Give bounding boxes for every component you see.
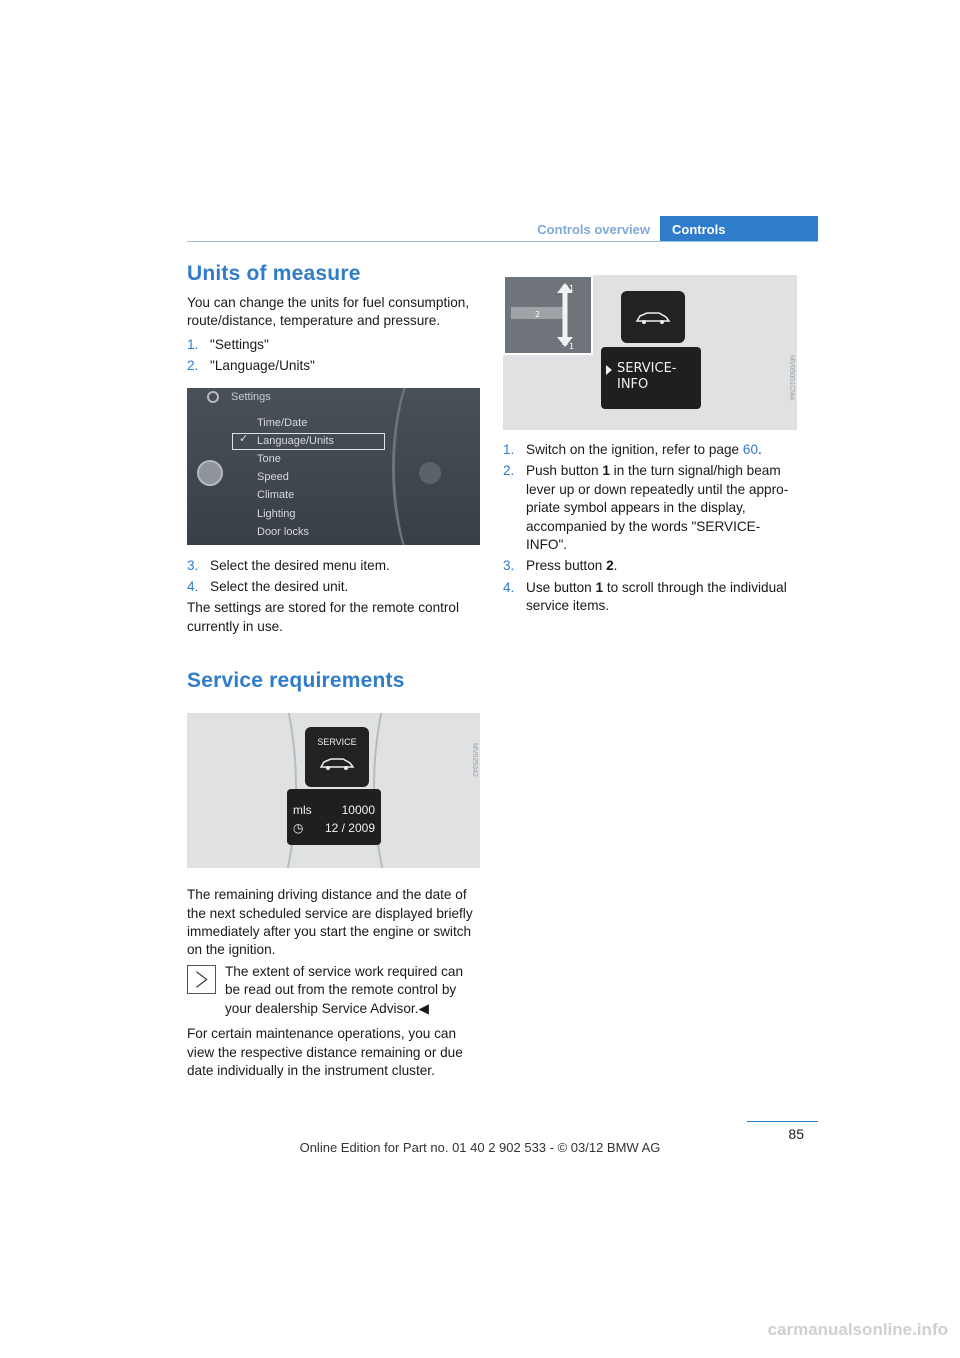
page-number-rule — [747, 1121, 818, 1122]
step-text — [526, 557, 799, 575]
list-item — [503, 579, 799, 616]
step-number: 1. — [503, 442, 515, 457]
step-text-pre: Press button — [526, 558, 607, 574]
menu-item: Tone — [257, 453, 281, 465]
page-number: 85 — [788, 1126, 804, 1142]
step-text-pre: Use button — [526, 579, 596, 595]
figure-code: MV05001CMA — [788, 355, 795, 401]
step-number: 3. — [503, 558, 515, 574]
units-steps-a — [187, 336, 481, 376]
page-link[interactable]: 60 — [742, 442, 759, 457]
step-number: 2. — [503, 463, 515, 479]
units-intro: You can change the units for fuel consumption, route/distance, temperature and pressure. — [187, 295, 470, 329]
button-ref: 2 — [606, 558, 614, 574]
step-number: 4. — [503, 579, 515, 595]
list-item: 4. Select the desired unit. — [187, 579, 349, 595]
service-info-display — [601, 347, 701, 409]
service-badge — [305, 727, 369, 787]
controller-knob — [197, 460, 223, 486]
note-text-body: The extent of service work required can be read out from the remote control by your dealership Service Advisor. — [225, 963, 464, 1016]
step-text-post: . — [613, 558, 618, 574]
list-item: 1. "Settings" — [187, 336, 269, 352]
lever-inset — [503, 275, 593, 355]
watermark: carmanualsonline.info — [767, 1320, 948, 1339]
settings-figure-title: Settings — [231, 390, 271, 403]
service-info-figure — [503, 275, 797, 430]
service-badge-label: SERVICE — [317, 737, 357, 748]
units-steps-b — [187, 557, 481, 597]
chapter-tab: Controls — [660, 216, 818, 242]
controller-knob-right — [419, 462, 441, 484]
step-text-pre: Push button — [526, 463, 603, 479]
service-display — [287, 789, 381, 845]
settings-figure — [187, 388, 480, 545]
edition-footer: Online Edition for Part no. 01 40 2 902 533 - © 03/12 BMW AG — [299, 1140, 661, 1155]
list-item: 2. "Language/Units" — [187, 358, 315, 374]
step-text-pre: Switch on the ignition, refer to page — [526, 442, 743, 457]
list-item — [503, 462, 799, 554]
svg-text:2: 2 — [535, 310, 541, 319]
menu-item: Climate — [257, 489, 295, 502]
checkmark-icon: ✓ — [239, 432, 249, 445]
right-column — [503, 275, 799, 616]
section-label: Controls overview — [537, 222, 650, 237]
menu-item: Speed — [257, 471, 289, 484]
menu-item: Lighting — [257, 507, 296, 520]
settings-menu — [257, 414, 334, 541]
header-rule — [187, 241, 818, 242]
step-text-post: . — [758, 442, 762, 457]
button-ref: 1 — [595, 579, 604, 595]
step-text-post: to scroll through the individual service items. — [526, 579, 787, 614]
lever-arrows-icon — [505, 277, 591, 353]
button-ref: 1 — [602, 463, 610, 479]
service-heading: Service requirements — [187, 669, 405, 693]
step-text — [526, 441, 799, 459]
list-item — [503, 557, 799, 575]
menu-item: Language/Units — [257, 434, 335, 447]
menu-item: Door locks — [257, 525, 309, 538]
step-text — [526, 462, 799, 554]
service-info-line-1: SERVICE- — [617, 361, 677, 376]
play-arrow-icon — [606, 365, 612, 375]
service-figure — [187, 713, 480, 868]
list-item: 3. Select the desired menu item. — [187, 557, 390, 573]
distance-value: 10000 — [341, 803, 375, 818]
gear-icon — [207, 391, 219, 403]
service-badge — [621, 291, 685, 343]
note-end-mark: ◀ — [418, 1000, 429, 1016]
note-text — [225, 963, 481, 1018]
service-date: 12 / 2009 — [324, 821, 375, 836]
svg-text:1: 1 — [569, 342, 575, 351]
service-info-line-2: INFO — [617, 377, 649, 392]
figure-code: MV025342 — [471, 743, 478, 778]
list-item — [503, 441, 799, 459]
units-outro: The settings are stored for the remote control currently in use. — [187, 600, 460, 634]
units-heading: Units of measure — [187, 262, 361, 285]
service-paragraph-2: For certain maintenance operations, you can view the respective distance remaining or due date individually in the instrument cluster. — [187, 1026, 463, 1078]
left-column — [187, 262, 481, 1080]
menu-item: Time/Date — [257, 416, 308, 429]
service-info-steps — [503, 441, 799, 616]
car-icon — [635, 309, 671, 325]
service-paragraph-1: The remaining driving distance and the date of the next scheduled service are displayed briefly immediately after you start the engine or switch on the ignition. — [187, 887, 473, 958]
gauge-arc-right — [373, 713, 480, 868]
gauge-arc-left — [187, 713, 297, 868]
car-icon — [319, 755, 355, 771]
note-block — [187, 963, 481, 1018]
distance-unit: mls — [293, 803, 312, 818]
note-icon — [187, 965, 216, 994]
clock-icon: ◷ — [293, 821, 304, 836]
service-info-text — [617, 361, 677, 393]
step-text-post: in the turn signal/high beam lever up or down repeatedly until the appropriate symbol appears in the display, accompanied by the words "SERVICE-INFO". — [526, 463, 789, 553]
svg-text:1: 1 — [569, 284, 575, 293]
step-text — [526, 579, 799, 616]
